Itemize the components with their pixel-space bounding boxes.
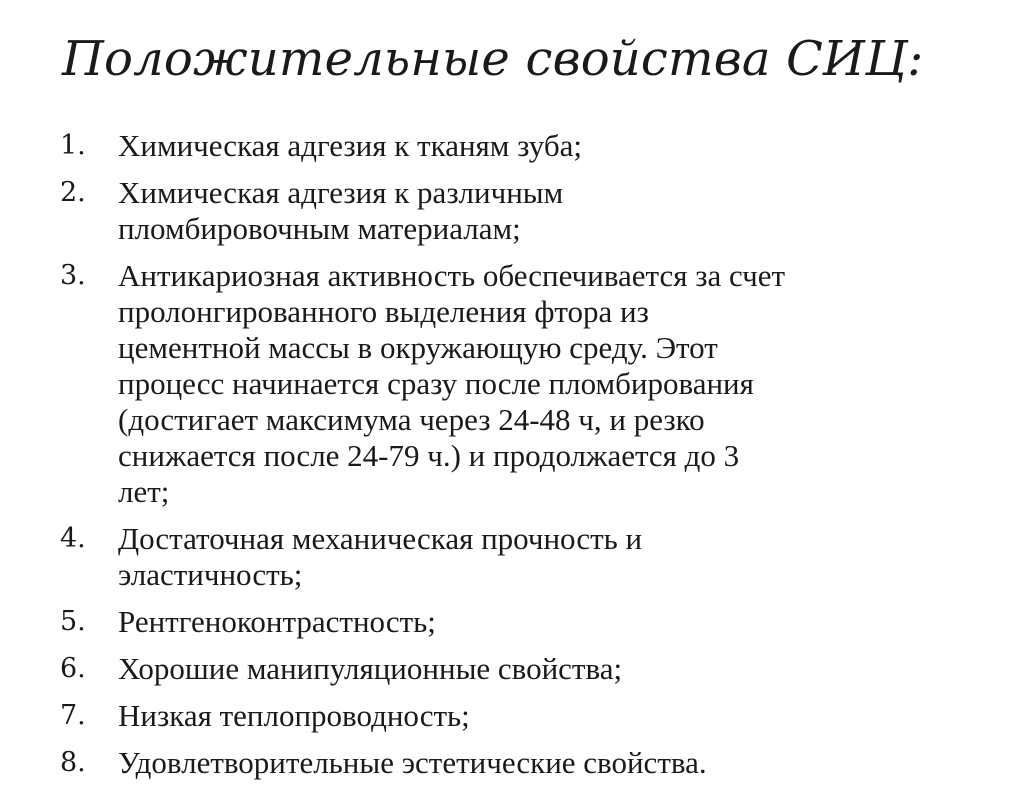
slide-title: Положительные свойства СИЦ: [62, 31, 924, 87]
list-item-text: Хорошие манипуляционные свойства; [118, 651, 623, 686]
list-item-number: 2. [60, 177, 86, 208]
list-item [60, 175, 990, 247]
list-item [60, 521, 990, 593]
list-item-text: Удовлетворительные эстетические свойства. [118, 745, 707, 780]
properties-list [60, 128, 990, 792]
list-item-text: Антикариозная активность обеспечивается за счет пролонгированного выделения фтора из цементной массы в окружающую среду. Этот процесс начинается сразу после пломбирования (достигает максимума через 24-48 ч, и резко снижается после 24-79 ч.) и продолжается до 3 лет; [118, 258, 786, 509]
list-item-text: Химическая адгезия к различным пломбировочным материалам; [118, 175, 564, 246]
list-item [60, 258, 990, 510]
list-item [60, 651, 990, 687]
list-item-number: 5. [60, 606, 86, 637]
list-item-number: 8. [60, 747, 86, 778]
list-item [60, 745, 990, 781]
list-item-text: Рентгеноконтрастность; [118, 604, 436, 639]
list-item-number: 3. [60, 260, 86, 291]
list-item-text: Химическая адгезия к тканям зуба; [118, 128, 583, 163]
list-item [60, 698, 990, 734]
list-item-number: 6. [60, 653, 86, 684]
list-item-text: Низкая теплопроводность; [118, 698, 470, 733]
list-item-text: Достаточная механическая прочность и эластичность; [118, 521, 643, 592]
list-item [60, 604, 990, 640]
list-item-number: 7. [60, 700, 86, 731]
list-item-number: 4. [60, 523, 86, 554]
list-item [60, 128, 990, 164]
list-item-number: 1. [60, 130, 86, 161]
